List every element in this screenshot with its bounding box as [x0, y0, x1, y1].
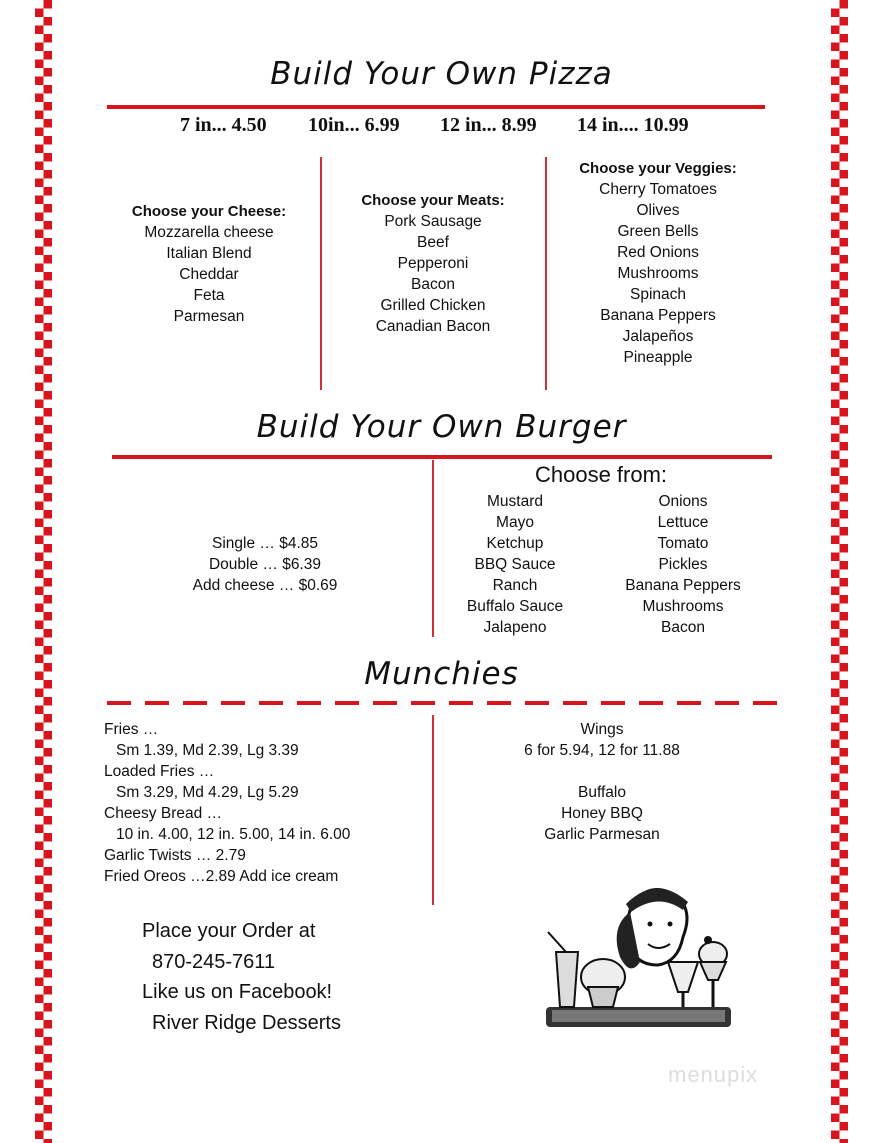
pizza-title: Build Your Own Pizza	[270, 56, 613, 92]
order-line: Place your Order at	[142, 920, 316, 942]
list-item: Beef	[417, 234, 449, 251]
checkered-border-right	[831, 0, 848, 1143]
pizza-size-price: 12 in... 8.99	[440, 114, 537, 136]
list-item: Bacon	[661, 619, 705, 636]
cheese-heading: Choose your Cheese:	[131, 203, 287, 220]
list-item: Mustard	[487, 493, 543, 510]
list-item: Sm 3.29, Md 4.29, Lg 5.29	[116, 784, 299, 801]
list-item: Cherry Tomatoes	[599, 181, 717, 198]
list-item: Pickles	[658, 556, 708, 573]
burger-prices	[165, 533, 365, 596]
list-item: Ranch	[492, 577, 538, 594]
order-line: River Ridge Desserts	[152, 1011, 341, 1034]
divider	[545, 157, 547, 390]
wings-price: 6 for 5.94, 12 for 11.88	[524, 742, 680, 759]
list-item: Pork Sausage	[384, 213, 482, 230]
list-item: Parmesan	[173, 308, 245, 325]
watermark: menupix	[668, 1062, 759, 1087]
price-line: Single … $4.85	[212, 535, 318, 552]
list-item: Jalapeños	[622, 328, 694, 345]
wings-title: Wings	[580, 721, 624, 738]
list-item: Banana Peppers	[625, 577, 741, 594]
list-item: 10 in. 4.00, 12 in. 5.00, 14 in. 6.00	[116, 826, 351, 843]
list-item: Green Bells	[617, 223, 699, 240]
veggies-list	[558, 158, 758, 368]
list-item: Mushrooms	[642, 598, 724, 615]
divider	[432, 715, 434, 905]
phone-number: 870-245-7611	[152, 950, 276, 973]
munchies-title: Munchies	[364, 656, 519, 692]
list-item: Italian Blend	[166, 245, 252, 262]
list-item: Sm 1.39, Md 2.39, Lg 3.39	[116, 742, 299, 759]
checkered-border-left	[35, 0, 52, 1143]
list-item: Banana Peppers	[600, 307, 716, 324]
list-item: Jalapeno	[483, 619, 547, 636]
waitress-illustration	[538, 882, 738, 1047]
list-item: Fried Oreos …2.89 Add ice cream	[104, 868, 339, 885]
toppings-right	[603, 491, 763, 638]
list-item: Cheddar	[179, 266, 239, 283]
veggies-heading: Choose your Veggies:	[579, 160, 737, 177]
list-item: Fries …	[104, 721, 159, 738]
divider	[107, 105, 765, 109]
list-item: Mozzarella cheese	[144, 224, 274, 241]
list-item: Cheesy Bread …	[104, 805, 223, 822]
list-item: Buffalo	[578, 784, 626, 801]
list-item: Garlic Parmesan	[544, 826, 660, 843]
divider	[320, 157, 322, 390]
pizza-size-price: 10in... 6.99	[308, 114, 400, 136]
munchies-list	[104, 719, 350, 887]
list-item: Mushrooms	[617, 265, 699, 282]
list-item: Mayo	[496, 514, 534, 531]
list-item: Grilled Chicken	[380, 297, 486, 314]
list-item: Pineapple	[623, 349, 693, 366]
divider	[432, 460, 434, 637]
list-item: Feta	[193, 287, 225, 304]
list-item: Loaded Fries …	[104, 763, 215, 780]
list-item: Garlic Twists … 2.79	[104, 847, 246, 864]
list-item: Onions	[658, 493, 708, 510]
price-line: Double … $6.39	[208, 556, 322, 573]
list-item: Bacon	[411, 276, 455, 293]
price-line: Add cheese … $0.69	[192, 577, 338, 594]
list-item: Buffalo Sauce	[466, 598, 564, 615]
list-item: Tomato	[657, 535, 709, 552]
meats-list	[333, 190, 533, 337]
pizza-size-price: 14 in.... 10.99	[577, 114, 689, 136]
wings-section	[492, 719, 712, 845]
list-item: Ketchup	[486, 535, 544, 552]
divider	[112, 455, 772, 459]
toppings-left	[435, 491, 595, 638]
list-item: Olives	[636, 202, 680, 219]
list-item: Red Onions	[617, 244, 699, 261]
order-info	[142, 916, 341, 1038]
list-item: Pepperoni	[397, 255, 469, 272]
list-item: BBQ Sauce	[474, 556, 556, 573]
dashed-divider	[107, 701, 777, 705]
list-item: Lettuce	[657, 514, 709, 531]
order-line: Like us on Facebook!	[142, 981, 333, 1003]
meats-heading: Choose your Meats:	[361, 192, 505, 209]
list-item: Canadian Bacon	[375, 318, 491, 335]
pizza-size-price: 7 in... 4.50	[180, 114, 267, 136]
burger-title: Build Your Own Burger	[256, 409, 627, 445]
choose-from-heading: Choose from:	[534, 462, 668, 487]
list-item: Spinach	[629, 286, 686, 303]
list-item: Honey BBQ	[561, 805, 643, 822]
cheese-list	[109, 201, 309, 327]
